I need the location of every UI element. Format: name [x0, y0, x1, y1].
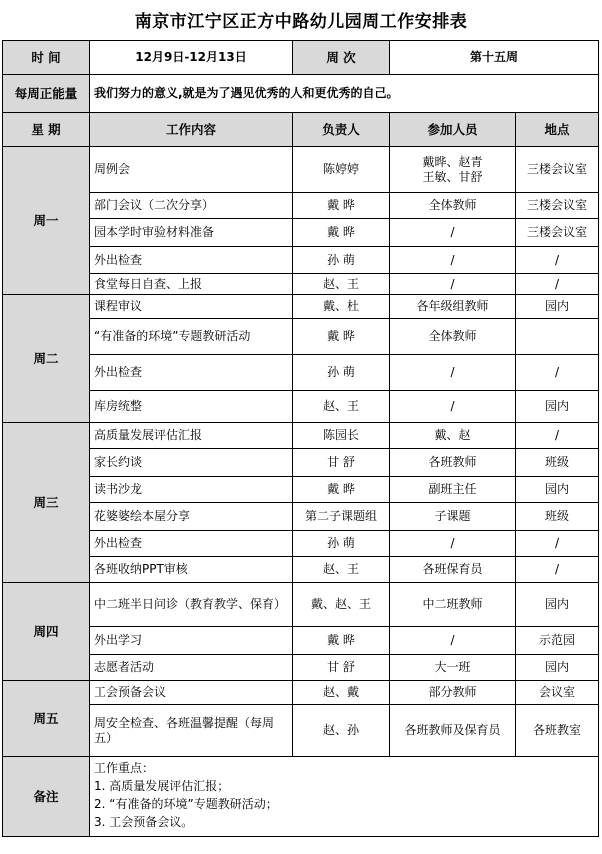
participant-line: 各年级组教师	[416, 299, 489, 313]
task-owner: 陈园长	[293, 423, 390, 449]
table-row	[3, 423, 599, 449]
task-content: 读书沙龙	[90, 477, 293, 503]
task-content: 志愿者活动	[90, 655, 293, 681]
col-location: 地点	[516, 113, 599, 147]
task-content: 课程审议	[90, 295, 293, 319]
participant-line: /	[450, 276, 455, 291]
participant-line: /	[450, 365, 455, 379]
task-participants	[390, 219, 516, 247]
task-participants	[390, 355, 516, 391]
task-owner: 孙 萌	[293, 247, 390, 274]
task-location: /	[516, 247, 599, 274]
task-location: 园内	[516, 295, 599, 319]
task-owner: 赵、王	[293, 391, 390, 423]
note-line: 3. 工会预备会议。	[94, 815, 194, 829]
task-participants	[390, 274, 516, 295]
task-location: 三楼会议室	[516, 219, 599, 247]
task-location: /	[516, 423, 599, 449]
participant-line: 戴、赵	[434, 428, 471, 442]
task-content: 外出检查	[90, 247, 293, 274]
participant-line: /	[450, 252, 455, 267]
participant-line: 部分教师	[428, 685, 477, 699]
task-participants	[390, 681, 516, 705]
table-row	[3, 147, 599, 193]
task-owner: 赵、孙	[293, 705, 390, 757]
participant-line: /	[450, 633, 455, 647]
task-location: 各班教室	[516, 705, 599, 757]
task-location: 示范园	[516, 627, 599, 655]
task-participants	[390, 247, 516, 274]
notes-row	[3, 757, 599, 837]
week-label: 周 次	[293, 41, 390, 75]
task-content: 各班收纳PPT审核	[90, 557, 293, 583]
task-location: 园内	[516, 391, 599, 423]
task-owner: 戴 晔	[293, 219, 390, 247]
task-owner: 赵、王	[293, 274, 390, 295]
energy-label: 每周正能量	[3, 75, 90, 113]
table-row	[3, 355, 599, 391]
energy-row	[3, 75, 599, 113]
table-row	[3, 449, 599, 477]
participant-line: 全体教师	[428, 329, 477, 343]
time-value: 12月9日-12月13日	[90, 41, 293, 75]
task-owner: 戴、杜	[293, 295, 390, 319]
task-owner: 戴 晔	[293, 627, 390, 655]
task-location: /	[516, 531, 599, 557]
participant-line: 戴晔、赵青	[422, 154, 483, 169]
participant-line: 子课题	[434, 509, 471, 523]
schedule-table	[2, 40, 599, 837]
task-location	[516, 319, 599, 355]
table-row	[3, 583, 599, 627]
day-cell: 周四	[3, 583, 90, 681]
page-title: 南京市江宁区正方中路幼儿园周工作安排表	[134, 11, 468, 32]
task-owner: 戴 晔	[293, 477, 390, 503]
table-row	[3, 655, 599, 681]
task-owner: 孙 萌	[293, 531, 390, 557]
task-participants	[390, 147, 516, 193]
participant-line: /	[450, 536, 455, 550]
column-header-row	[3, 113, 599, 147]
task-participants	[390, 391, 516, 423]
participant-line: 王敏、甘舒	[422, 169, 483, 184]
task-owner: 赵、戴	[293, 681, 390, 705]
table-row	[3, 503, 599, 531]
task-content: 周安全检查、各班温馨提醒（每周五）	[90, 705, 293, 757]
task-participants	[390, 557, 516, 583]
participant-line: /	[450, 225, 455, 239]
task-location: 园内	[516, 655, 599, 681]
notes-content	[90, 757, 599, 837]
day-cell: 周一	[3, 147, 90, 295]
table-row	[3, 247, 599, 274]
task-owner: 赵、王	[293, 557, 390, 583]
table-row	[3, 391, 599, 423]
task-location: /	[516, 557, 599, 583]
day-cell: 周二	[3, 295, 90, 423]
col-content: 工作内容	[90, 113, 293, 147]
schedule-body	[3, 41, 599, 837]
task-participants	[390, 449, 516, 477]
task-content: 部门会议（二次分享）	[90, 193, 293, 219]
col-day: 星 期	[3, 113, 90, 147]
note-line: 工作重点：	[94, 761, 155, 775]
task-content: 中二班半日问诊（教育教学、保育）	[90, 583, 293, 627]
task-participants	[390, 319, 516, 355]
table-row	[3, 319, 599, 355]
col-participants: 参加人员	[390, 113, 516, 147]
task-owner: 陈婷婷	[293, 147, 390, 193]
task-location: 班级	[516, 449, 599, 477]
participant-line: 全体教师	[428, 198, 477, 212]
task-location: 园内	[516, 477, 599, 503]
task-participants	[390, 531, 516, 557]
task-content: 外出检查	[90, 531, 293, 557]
task-participants	[390, 193, 516, 219]
day-cell: 周五	[3, 681, 90, 757]
participant-line: /	[450, 399, 455, 413]
task-participants	[390, 705, 516, 757]
table-row	[3, 193, 599, 219]
note-line: 2. “有准备的环境”专题教研活动；	[94, 797, 278, 811]
task-participants	[390, 627, 516, 655]
day-cell: 周三	[3, 423, 90, 583]
task-owner: 孙 萌	[293, 355, 390, 391]
task-owner: 戴 晔	[293, 193, 390, 219]
task-location: 园内	[516, 583, 599, 627]
table-row	[3, 219, 599, 247]
task-participants	[390, 477, 516, 503]
task-content: 周例会	[90, 147, 293, 193]
task-participants	[390, 503, 516, 531]
task-content: 高质量发展评估汇报	[90, 423, 293, 449]
table-row	[3, 681, 599, 705]
task-content: 外出学习	[90, 627, 293, 655]
table-row	[3, 295, 599, 319]
week-value: 第十五周	[390, 41, 599, 75]
table-row	[3, 705, 599, 757]
participant-line: 各班教师及保育员	[404, 723, 501, 737]
task-location: /	[516, 355, 599, 391]
time-label: 时 间	[3, 41, 90, 75]
task-owner: 甘 舒	[293, 449, 390, 477]
table-row	[3, 531, 599, 557]
task-content: 工会预备会议	[90, 681, 293, 705]
participant-line: 各班保育员	[422, 562, 483, 576]
task-location: /	[516, 274, 599, 295]
notes-label: 备注	[3, 757, 90, 837]
task-owner: 第二子课题组	[293, 503, 390, 531]
task-location: 班级	[516, 503, 599, 531]
task-content: 家长约谈	[90, 449, 293, 477]
task-content: 库房统整	[90, 391, 293, 423]
table-row	[3, 557, 599, 583]
task-location: 三楼会议室	[516, 193, 599, 219]
header-row	[3, 41, 599, 75]
task-location: 三楼会议室	[516, 147, 599, 193]
task-owner: 戴、赵、王	[293, 583, 390, 627]
note-line: 1. 高质量发展评估汇报；	[94, 779, 230, 793]
participant-line: 各班教师	[428, 455, 477, 469]
task-owner: 戴 晔	[293, 319, 390, 355]
task-content: “有准备的环境”专题教研活动	[90, 319, 293, 355]
col-owner: 负责人	[293, 113, 390, 147]
energy-text: 我们努力的意义,就是为了遇见优秀的人和更优秀的自己。	[90, 75, 599, 113]
task-owner: 甘 舒	[293, 655, 390, 681]
task-content: 外出检查	[90, 355, 293, 391]
task-participants	[390, 295, 516, 319]
task-participants	[390, 655, 516, 681]
task-content: 园本学时审验材料准备	[90, 219, 293, 247]
participant-line: 大一班	[434, 660, 471, 674]
table-row	[3, 627, 599, 655]
task-participants	[390, 583, 516, 627]
task-content: 花婆婆绘本屋分享	[90, 503, 293, 531]
table-row	[3, 477, 599, 503]
task-content: 食堂每日自查、上报	[90, 274, 293, 295]
participant-line: 副班主任	[428, 482, 477, 496]
table-row	[3, 274, 599, 295]
task-location: 会议室	[516, 681, 599, 705]
participant-line: 中二班教师	[422, 597, 483, 611]
task-participants	[390, 423, 516, 449]
